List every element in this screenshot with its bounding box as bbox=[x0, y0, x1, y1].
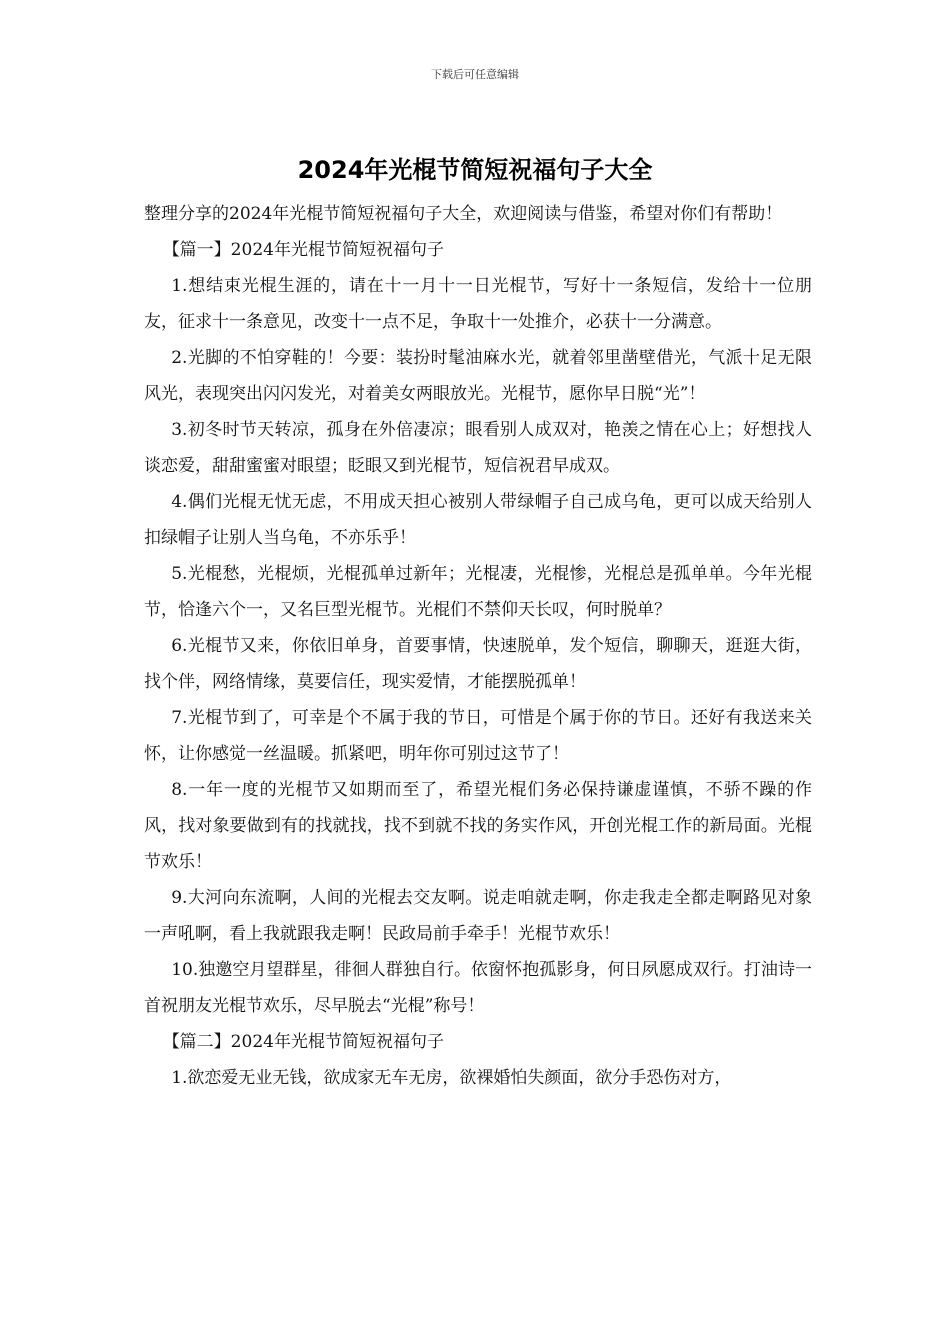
list-item: 6.光棍节又来，你依旧单身，首要事情，快速脱单，发个短信，聊聊天，逛逛大街，找个伴，网络情缘，莫要信任，现实爱情，才能摆脱孤单！ bbox=[144, 636, 812, 692]
list-item: 1.欲恋爱无业无钱，欲成家无车无房，欲裸婚怕失颜面，欲分手恐伤对方， bbox=[171, 1068, 732, 1088]
list-item: 3.初冬时节天转凉，孤身在外倍凄凉；眼看别人成双对，艳羡之情在心上；好想找人谈恋爱，甜甜蜜蜜对眼望；眨眼又到光棍节，短信祝君早成双。 bbox=[144, 420, 812, 476]
document-body bbox=[144, 196, 812, 1096]
list-item: 7.光棍节到了，可幸是个不属于我的节日，可惜是个属于你的节日。还好有我送来关怀，让你感觉一丝温暖。抓紧吧，明年你可别过这节了！ bbox=[144, 708, 812, 764]
list-item: 1.想结束光棍生涯的，请在十一月十一日光棍节，写好十一条短信，发给十一位朋友，征求十一条意见，改变十一点不足，争取十一处推介，必获十一分满意。 bbox=[144, 276, 812, 332]
header-note: 下载后可任意编辑 bbox=[431, 68, 519, 81]
section-heading: 【篇二】2024年光棍节简短祝福句子 bbox=[162, 1032, 444, 1052]
list-item: 4.偶们光棍无忧无虑，不用成天担心被别人带绿帽子自己成乌龟，更可以成天给别人扣绿帽子让别人当乌龟，不亦乐乎！ bbox=[144, 492, 812, 548]
document-title: 2024年光棍节简短祝福句子大全 bbox=[297, 156, 653, 184]
section-heading: 【篇一】2024年光棍节简短祝福句子 bbox=[162, 240, 444, 260]
list-item: 2.光脚的不怕穿鞋的！今要：装扮时髦油麻水光，就着邻里凿壁借光，气派十足无限风光，表现突出闪闪发光，对着美女两眼放光。光棍节，愿你早日脱“光”！ bbox=[144, 348, 812, 404]
list-item: 9.大河向东流啊，人间的光棍去交友啊。说走咱就走啊，你走我走全都走啊路见对象一声吼啊，看上我就跟我走啊！民政局前手牵手！光棍节欢乐！ bbox=[144, 888, 812, 944]
intro-paragraph: 整理分享的2024年光棍节简短祝福句子大全，欢迎阅读与借鉴，希望对你们有帮助！ bbox=[144, 204, 783, 224]
list-item: 5.光棍愁，光棍烦，光棍孤单过新年；光棍凄，光棍惨，光棍总是孤单单。今年光棍节，恰逢六个一，又名巨型光棍节。光棍们不禁仰天长叹，何时脱单？ bbox=[144, 564, 812, 620]
list-item: 10.独邀空月望群星，徘徊人群独自行。依窗怀抱孤影身，何日夙愿成双行。打油诗一首祝朋友光棍节欢乐，尽早脱去“光棍”称号！ bbox=[144, 960, 812, 1016]
list-item: 8.一年一度的光棍节又如期而至了，希望光棍们务必保持谦虚谨慎，不骄不躁的作风，找对象要做到有的找就找，找不到就不找的务实作风，开创光棍工作的新局面。光棍节欢乐！ bbox=[144, 780, 812, 872]
